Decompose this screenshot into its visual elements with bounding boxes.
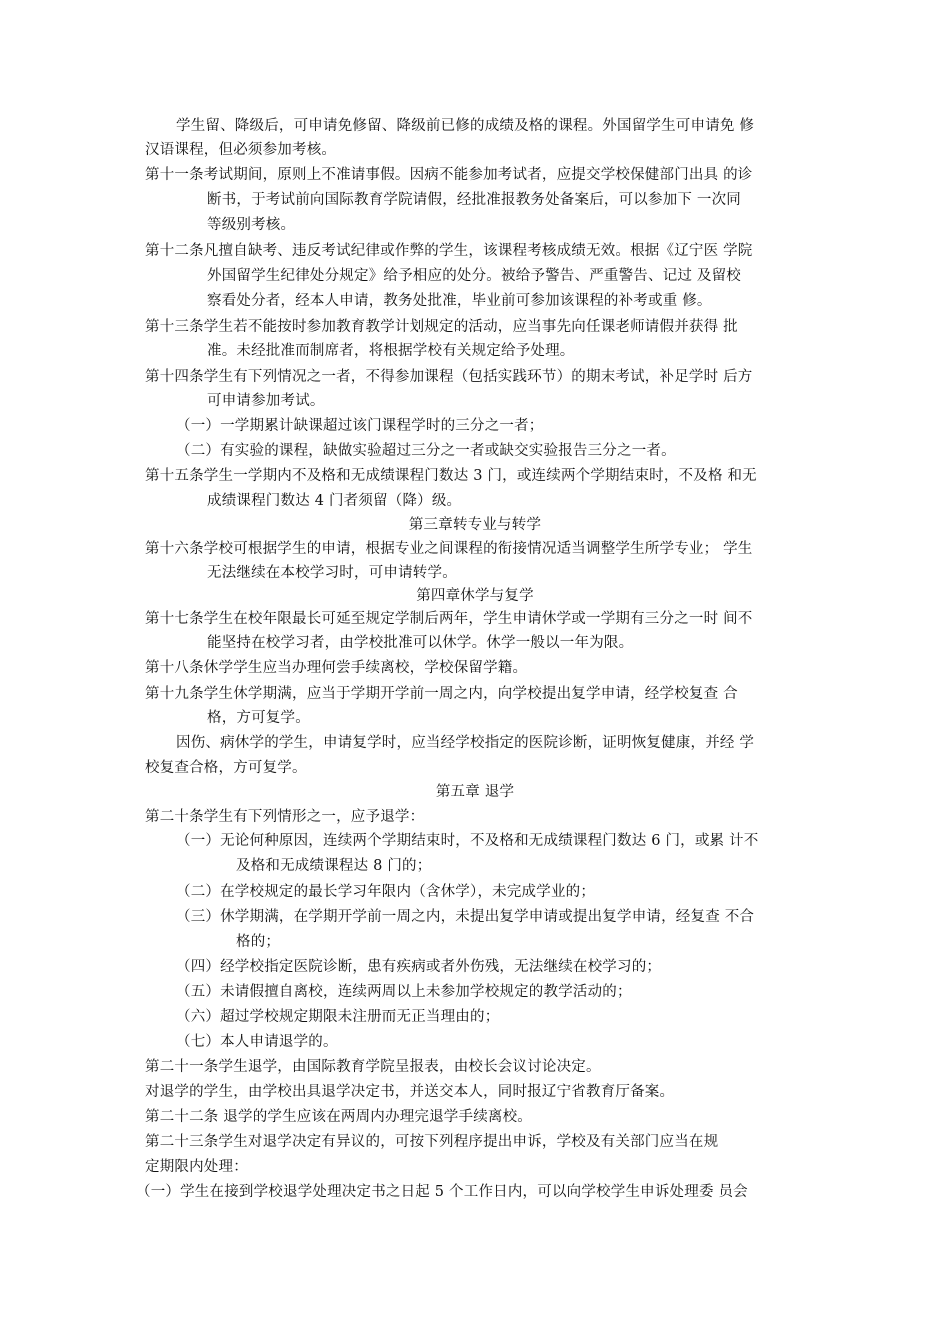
- text-line: 准。未经批准而制席者，将根据学校有关规定给予处理。: [207, 343, 575, 359]
- text-line: （一）学生在接到学校退学处理决定书之日起 5 个工作日内，可以向学校学生申诉处理委 员会: [136, 1184, 748, 1200]
- text-line: （二）在学校规定的最长学习年限内（含休学），未完成学业的；: [176, 884, 596, 900]
- text-line: （二）有实验的课程，缺做实验超过三分之一者或缺交实验报告三分之一者。: [176, 443, 676, 459]
- text-line: 成绩课程门数达 4 门者须留（降）级。: [207, 493, 462, 509]
- text-line: 校复查合格，方可复学。: [145, 760, 307, 776]
- text-line: 可申请参加考试。: [207, 393, 325, 409]
- chapter-heading: 第三章转专业与转学: [408, 517, 542, 533]
- text-line: 学生留、降级后，可申请免修留、降级前已修的成绩及格的课程。外国留学生可申请免 修: [176, 118, 755, 134]
- text-line: 等级别考核。: [207, 217, 296, 233]
- text-line: 第二十条学生有下列情形之一，应予退学：: [145, 809, 425, 825]
- text-line: 第十三条学生若不能按时参加教育教学计划规定的活动，应当事先向任课老师请假并获得 批: [145, 319, 738, 335]
- text-line: 第二十二条 退学的学生应该在两周内办理完退学手续离校。: [145, 1109, 533, 1125]
- text-line: 第二十一条学生退学，由国际教育学院呈报表，由校长会议讨论决定。: [145, 1059, 601, 1075]
- text-line: 察看处分者，经本人申请，教务处批准，毕业前可参加该课程的补考或重 修。: [207, 293, 712, 309]
- text-line: （一）一学期累计缺课超过该门课程学时的三分之一者；: [176, 418, 544, 434]
- text-line: （三）休学期满，在学期开学前一周之内，未提出复学申请或提出复学申请，经复查 不合: [176, 909, 755, 925]
- text-line: 第十一条考试期间，原则上不准请事假。因病不能参加考试者，应提交学校保健部门出具 的诊: [145, 167, 753, 183]
- text-line: 定期限内处理：: [145, 1159, 248, 1175]
- text-line: 汉语课程，但必须参加考核。: [145, 142, 337, 158]
- text-line: 第十八条休学学生应当办理何尝手续离校，学校保留学籍。: [145, 660, 528, 676]
- text-line: （七）本人申请退学的。: [176, 1034, 338, 1050]
- text-line: 格，方可复学。: [207, 710, 310, 726]
- text-line: 第十四条学生有下列情况之一者，不得参加课程（包括实践环节）的期末考试，补足学时 后方: [145, 369, 753, 385]
- text-line: （五）未请假擅自离校，连续两周以上未参加学校规定的教学活动的；: [176, 984, 632, 1000]
- chapter-heading: 第五章 退学: [435, 784, 515, 800]
- text-line: （一）无论何种原因，连续两个学期结束时，不及格和无成绩课程门数达 6 门，或累 计不: [176, 833, 759, 849]
- text-line: 外国留学生纪律处分规定》给予相应的处分。被给予警告、严重警告、记过 及留校: [207, 268, 742, 284]
- text-line: 第十九条学生休学期满，应当于学期开学前一周之内，向学校提出复学申请，经学校复查 合: [145, 686, 738, 702]
- text-line: 及格和无成绩课程达 8 门的；: [236, 858, 432, 874]
- text-line: 因伤、病休学的学生，申请复学时，应当经学校指定的医院诊断，证明恢复健康，并经 学: [176, 735, 755, 751]
- text-line: 能坚持在校学习者，由学校批准可以休学。休学一般以一年为限。: [207, 635, 634, 651]
- chapter-heading: 第四章休学与复学: [416, 588, 534, 604]
- text-line: 第二十三条学生对退学决定有异议的，可按下列程序提出申诉，学校及有关部门应当在规: [145, 1134, 719, 1150]
- text-line: 断书，于考试前向国际教育学院请假，经批准报教务处备案后，可以参加下 一次同: [207, 192, 742, 208]
- text-line: 格的；: [236, 934, 281, 950]
- text-line: 无法继续在本校学习时，可申请转学。: [207, 565, 457, 581]
- text-line: 第十二条凡擅自缺考、违反考试纪律或作弊的学生，该课程考核成绩无效。根据《辽宁医 学院: [145, 243, 753, 259]
- text-line: 第十七条学生在校年限最长可延至规定学制后两年，学生申请休学或一学期有三分之一时 间不: [145, 611, 753, 627]
- text-line: 对退学的学生，由学校出具退学决定书，并送交本人，同时报辽宁省教育厅备案。: [145, 1084, 675, 1100]
- text-line: 第十六条学校可根据学生的申请，根据专业之间课程的衔接情况适当调整学生所学专业； 学生: [145, 541, 753, 557]
- text-line: （四）经学校指定医院诊断，患有疾病或者外伤残，无法继续在校学习的；: [176, 959, 662, 975]
- text-line: （六）超过学校规定期限未注册而无正当理由的；: [176, 1009, 500, 1025]
- text-line: 第十五条学生一学期内不及格和无成绩课程门数达 3 门，或连续两个学期结束时，不及格 和无: [145, 468, 757, 484]
